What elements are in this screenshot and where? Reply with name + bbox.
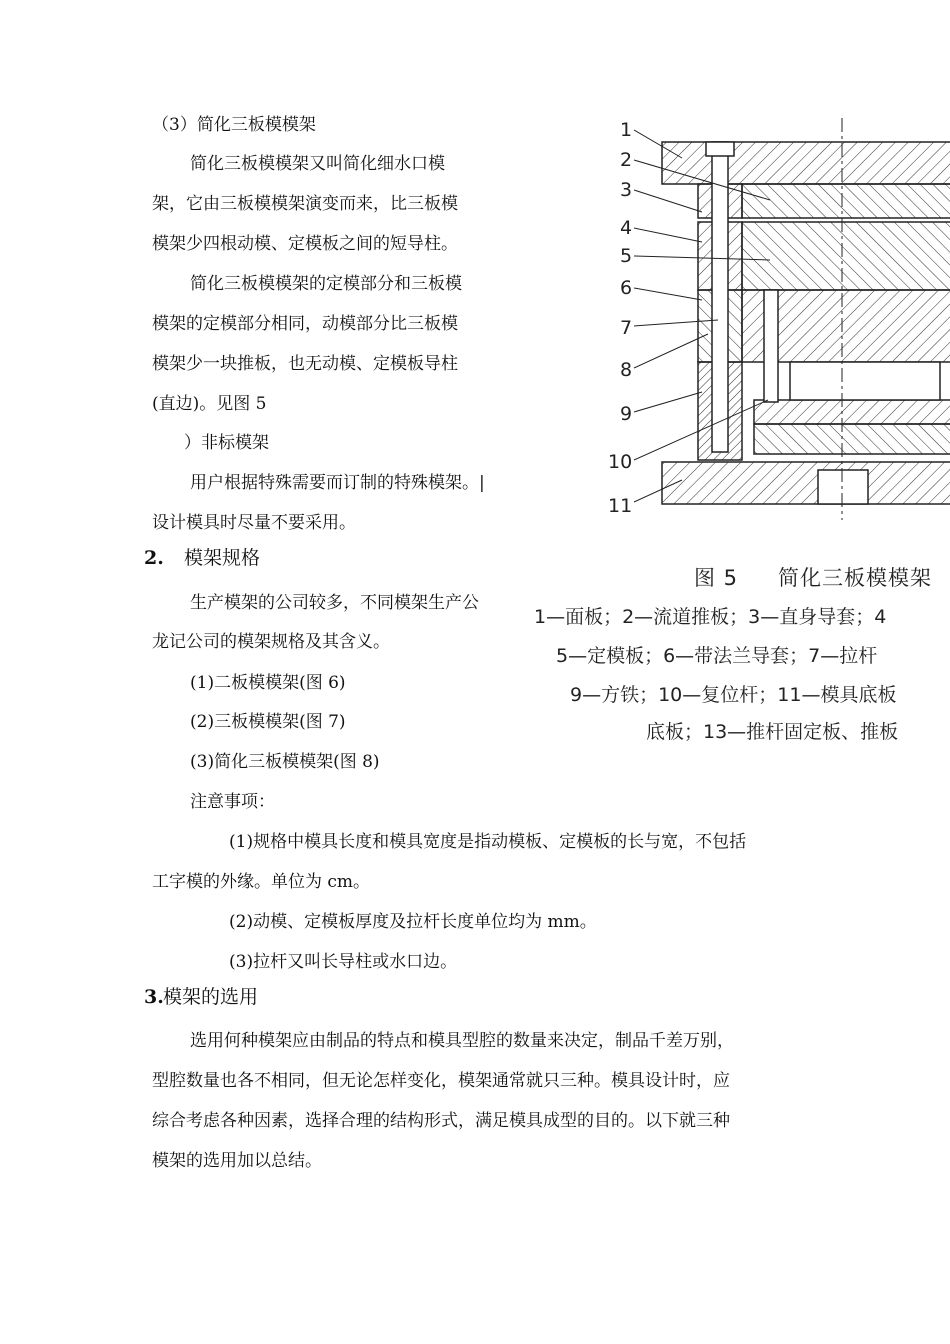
paragraph-line: 型腔数量也各不相同，但无论怎样变化，模架通常就只三种。模具设计时，应 [152, 1071, 730, 1091]
note-title: 注意事项： [190, 792, 275, 812]
paragraph-line: 架，它由三板模模架演变而来，比三板模 [152, 194, 458, 214]
note-line: 工字模的外缘。单位为 cm。 [152, 872, 371, 892]
callout-11: 11 [608, 495, 633, 517]
guide-pin-head [706, 142, 734, 156]
callout-7: 7 [620, 317, 633, 339]
paragraph-line: 龙记公司的模架规格及其含义。 [152, 632, 390, 652]
section-3-title: （3）简化三板模模架 [152, 115, 316, 135]
paragraph-line: 模架少一块推板，也无动模、定模板导柱 [152, 354, 458, 374]
paragraph-line: 模架的定模部分相同，动模部分比三板模 [152, 314, 458, 334]
list-item: (3)简化三板模模架(图 8) [190, 752, 380, 772]
paragraph-line: 简化三板模模架的定模部分和三板模 [190, 274, 462, 294]
knockout-hole [818, 470, 868, 504]
mold-base-figure [530, 100, 950, 570]
paragraph-line: 简化三板模模架又叫简化细水口模 [190, 154, 445, 174]
leader-line [634, 190, 702, 212]
leader-line [634, 334, 708, 368]
cavity-insert [790, 362, 940, 400]
section-4-title: ）非标模架 [184, 433, 269, 453]
fixed-mold-plate [742, 222, 950, 290]
note-line: (2)动模、定模板厚度及拉杆长度单位均为 mm。 [229, 912, 597, 932]
bottom-clamp-plate [662, 462, 950, 504]
figure-caption-number: 图 5 [694, 566, 739, 590]
callout-9: 9 [620, 403, 633, 425]
heading-2-number: 2. [144, 547, 164, 569]
ejector-retainer-plate [754, 400, 950, 424]
leader-line [634, 228, 702, 242]
paragraph-line: 设计模具时尽量不要采用。 [152, 513, 356, 533]
note-line: (1)规格中模具长度和模具宽度是指动模板、定模板的长与宽，不包括 [229, 832, 747, 852]
figure-caption-title: 简化三板模模架 [778, 566, 932, 590]
ejector-plate [754, 424, 950, 454]
note-line: (3)拉杆又叫长导柱或水口边。 [229, 952, 458, 972]
figure-legend-line: 底板；13—推杆固定板、推板 [646, 721, 899, 743]
callout-5: 5 [620, 245, 633, 267]
heading-3-number: 3. [144, 986, 164, 1008]
callout-2: 2 [620, 149, 633, 171]
figure-legend-line: 5—定模板；6—带法兰导套；7—拉杆 [556, 645, 878, 667]
guide-pin [712, 142, 728, 452]
list-item: (2)三板模模架(图 7) [190, 712, 346, 732]
figure-legend-line: 9—方铁；10—复位杆；11—模具底板 [570, 684, 897, 706]
paragraph-line: 模架少四根动模、定模板之间的短导柱。 [152, 234, 458, 254]
paragraph-line: 模架的选用加以总结。 [152, 1151, 322, 1171]
callout-10: 10 [608, 451, 633, 473]
callout-3: 3 [620, 179, 633, 201]
runner-stripper-plate [742, 184, 950, 218]
paragraph-line: 生产模架的公司较多，不同模架生产公 [190, 593, 479, 613]
callout-4: 4 [620, 217, 633, 239]
mold-assembly-drawing [530, 100, 950, 570]
paragraph-line: 用户根据特殊需要而订制的特殊模架。| [190, 473, 485, 493]
paragraph-line: (直边)。见图 5 [152, 394, 267, 414]
leader-line [634, 288, 702, 300]
callout-6: 6 [620, 277, 633, 299]
heading-2-text: 模架规格 [184, 547, 261, 569]
callout-1: 1 [620, 119, 633, 141]
paragraph-line: 选用何种模架应由制品的特点和模具型腔的数量来决定，制品千差万别， [190, 1031, 734, 1051]
figure-legend-line: 1—面板；2—流道推板；3—直身导套；4 [534, 606, 887, 628]
list-item: (1)二板模模架(图 6) [190, 673, 346, 693]
callout-8: 8 [620, 359, 633, 381]
face-plate [662, 142, 950, 184]
return-pin [764, 290, 778, 402]
heading-3-text: 模架的选用 [163, 986, 259, 1008]
paragraph-line: 综合考虑各种因素，选择合理的结构形式，满足模具成型的目的。以下就三种 [152, 1111, 730, 1131]
leader-line [634, 392, 702, 412]
